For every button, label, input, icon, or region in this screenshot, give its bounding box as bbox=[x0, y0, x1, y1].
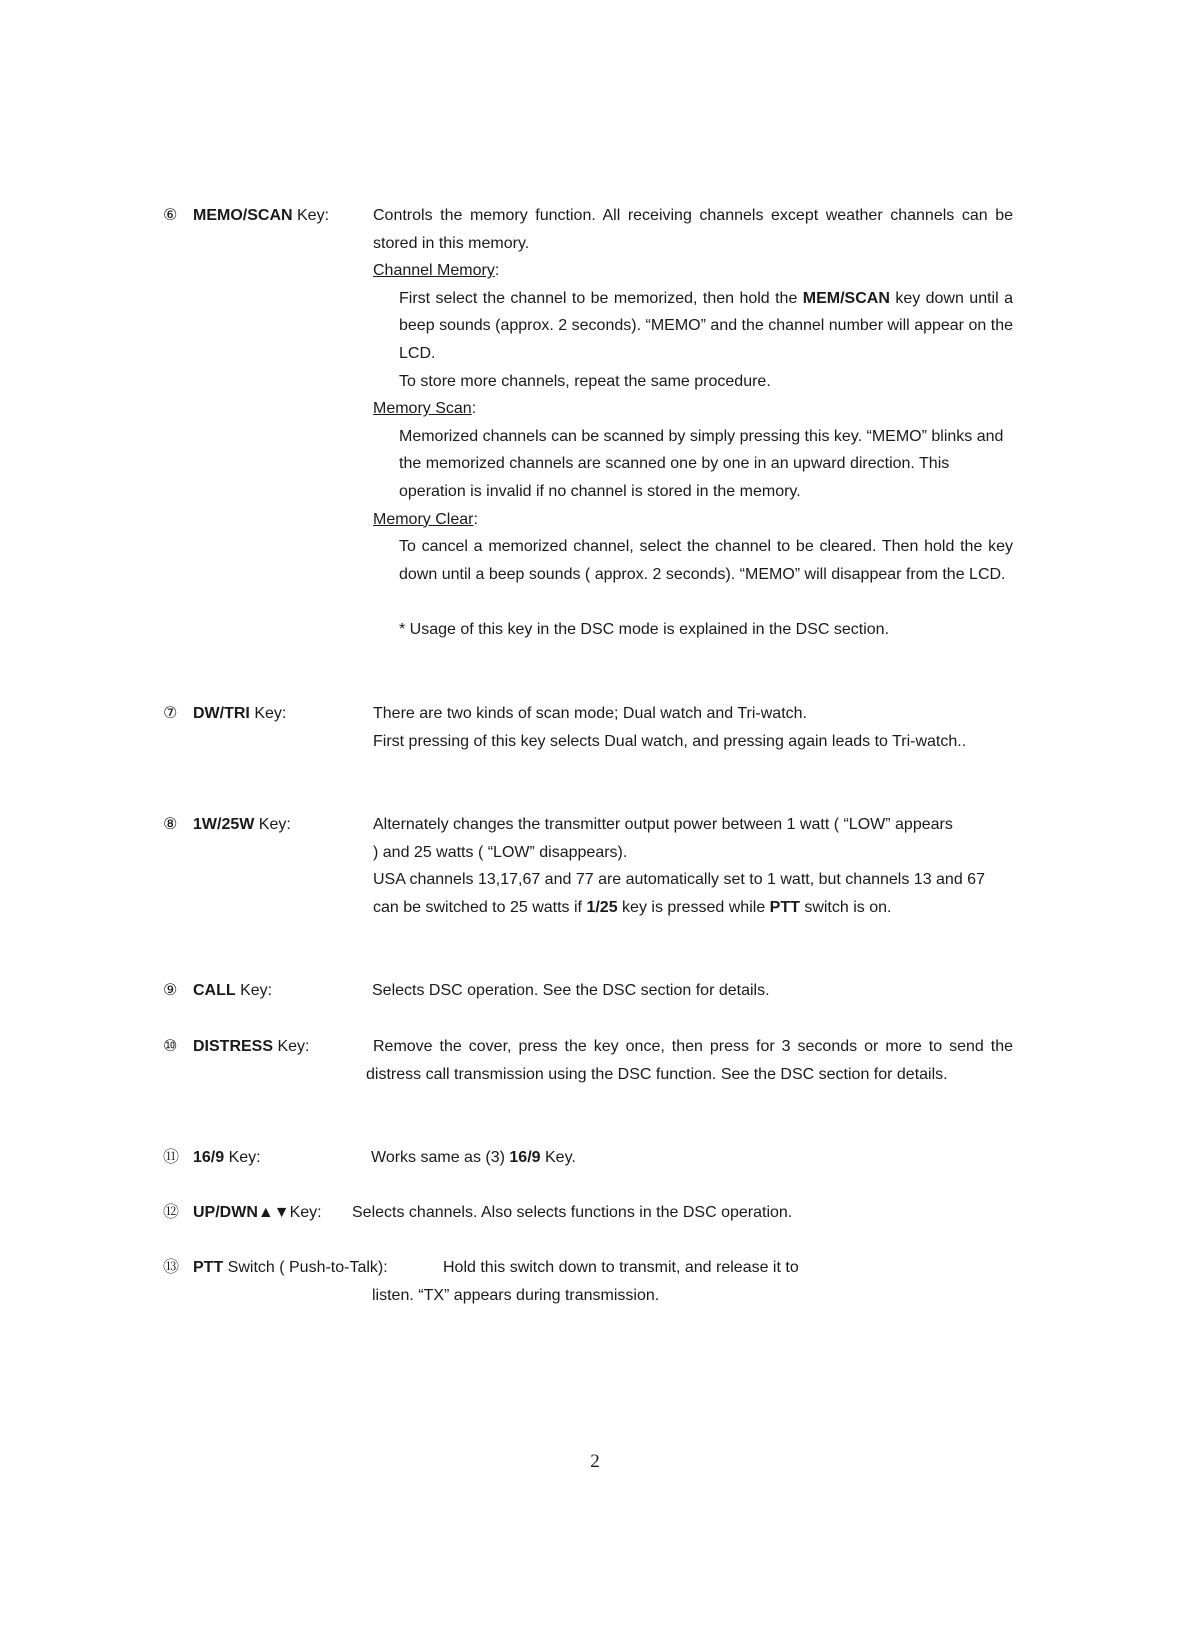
entry-description bbox=[366, 1033, 1013, 1088]
key-suffix: Key: bbox=[254, 816, 291, 833]
entry-description bbox=[372, 977, 1012, 1005]
item-number: ⑧ bbox=[163, 816, 178, 833]
key-name: CALL bbox=[193, 982, 236, 999]
item-number: ⑥ bbox=[163, 207, 178, 224]
subheading-channel-memory: Channel Memory: bbox=[373, 262, 500, 280]
entry-description bbox=[371, 1144, 1011, 1172]
dsc-note: * Usage of this key in the DSC mode is explained in the DSC section. bbox=[399, 620, 890, 638]
channel-memory-text-2: To store more channels, repeat the same procedure. bbox=[399, 372, 771, 390]
key-name: 16/9 bbox=[193, 1149, 225, 1166]
key-name: UP/DWN▲▼ bbox=[193, 1204, 290, 1221]
item-number: ⑪ bbox=[163, 1149, 180, 1166]
entry-label bbox=[163, 1144, 261, 1172]
key-name: DISTRESS bbox=[193, 1038, 274, 1055]
key-suffix: Key: bbox=[224, 1149, 261, 1166]
entry-label bbox=[163, 977, 272, 1005]
page-number: 2 bbox=[590, 1451, 600, 1472]
key-suffix: Key: bbox=[249, 705, 287, 722]
key-suffix: Key: bbox=[273, 1038, 310, 1055]
entry-label bbox=[163, 1254, 388, 1282]
distress-text: Remove the cover, press the key once, then press for 3 seconds or more to send the distress call transmission using the DSC function. See the DSC section for details. bbox=[366, 1038, 1013, 1083]
ch169-text: Works same as (3) 16/9 Key. bbox=[371, 1149, 576, 1166]
entry-label bbox=[163, 811, 291, 839]
entry-label bbox=[163, 700, 286, 728]
channel-memory-text: First select the channel to be memorized, then hold the MEM/SCAN key down until a beep sounds (approx. 2 seconds). “MEMO” and the channel number will appear on the LCD. bbox=[399, 289, 1013, 362]
subheading-memory-scan: Memory Scan: bbox=[373, 400, 477, 418]
key-name: MEMO/SCAN bbox=[193, 207, 293, 224]
entry-description-cont bbox=[372, 1282, 972, 1310]
dw-tri-text-1: There are two kinds of scan mode; Dual watch and Tri-watch. bbox=[373, 705, 807, 722]
entry-description bbox=[373, 700, 1013, 755]
call-text: Selects DSC operation. See the DSC section for details. bbox=[372, 982, 770, 999]
item-number: ⑫ bbox=[163, 1204, 180, 1221]
entry-description bbox=[373, 202, 1013, 644]
key-suffix: Switch ( Push-to-Talk): bbox=[223, 1259, 388, 1276]
updown-text: Selects channels. Also selects functions in the DSC operation. bbox=[352, 1204, 793, 1221]
ptt-text-1: Hold this switch down to transmit, and release it to bbox=[443, 1259, 799, 1276]
entry-description bbox=[443, 1254, 1003, 1282]
item-number: ⑦ bbox=[163, 705, 178, 722]
intro-text: Controls the memory function. All receiving channels except weather channels can be stored in this memory. bbox=[373, 207, 1013, 252]
entry-label bbox=[163, 202, 329, 230]
key-name: 1W/25W bbox=[193, 816, 255, 833]
entry-label bbox=[163, 1033, 309, 1061]
entry-description bbox=[352, 1199, 1012, 1227]
item-number: ⑬ bbox=[163, 1259, 180, 1276]
memory-scan-text: Memorized channels can be scanned by simply pressing this key. “MEMO” blinks and the memorized channels are scanned one by one in an upward direction. This operation is invalid if no channel is stored in the memory. bbox=[399, 427, 1004, 500]
entry-description bbox=[373, 811, 1013, 921]
key-suffix: Key: bbox=[292, 207, 330, 224]
dw-tri-text-2: First pressing of this key selects Dual watch, and pressing again leads to Tri-watch.. bbox=[373, 732, 967, 750]
entry-label bbox=[163, 1199, 322, 1227]
item-number: ⑨ bbox=[163, 982, 178, 999]
subheading-memory-clear: Memory Clear: bbox=[373, 510, 478, 528]
memory-clear-text: To cancel a memorized channel, select the channel to be cleared. Then hold the key down until a beep sounds ( approx. 2 seconds). “MEMO” will disappear from the LCD. bbox=[399, 538, 1013, 583]
ptt-text-2: listen. “TX” appears during transmission. bbox=[372, 1286, 660, 1304]
key-name: DW/TRI bbox=[193, 705, 250, 722]
power-text-1: Alternately changes the transmitter output power between 1 watt ( “LOW” appears ) and 25 watts ( “LOW” disappears). bbox=[373, 816, 953, 861]
key-suffix: Key: bbox=[235, 982, 273, 999]
key-name: PTT bbox=[193, 1259, 224, 1276]
power-text-2: USA channels 13,17,67 and 77 are automatically set to 1 watt, but channels 13 and 67 can be switched to 25 watts if 1/25 key is pressed while PTT switch is on. bbox=[373, 871, 985, 916]
item-number: ⑩ bbox=[163, 1038, 178, 1055]
key-suffix: Key: bbox=[289, 1204, 322, 1221]
